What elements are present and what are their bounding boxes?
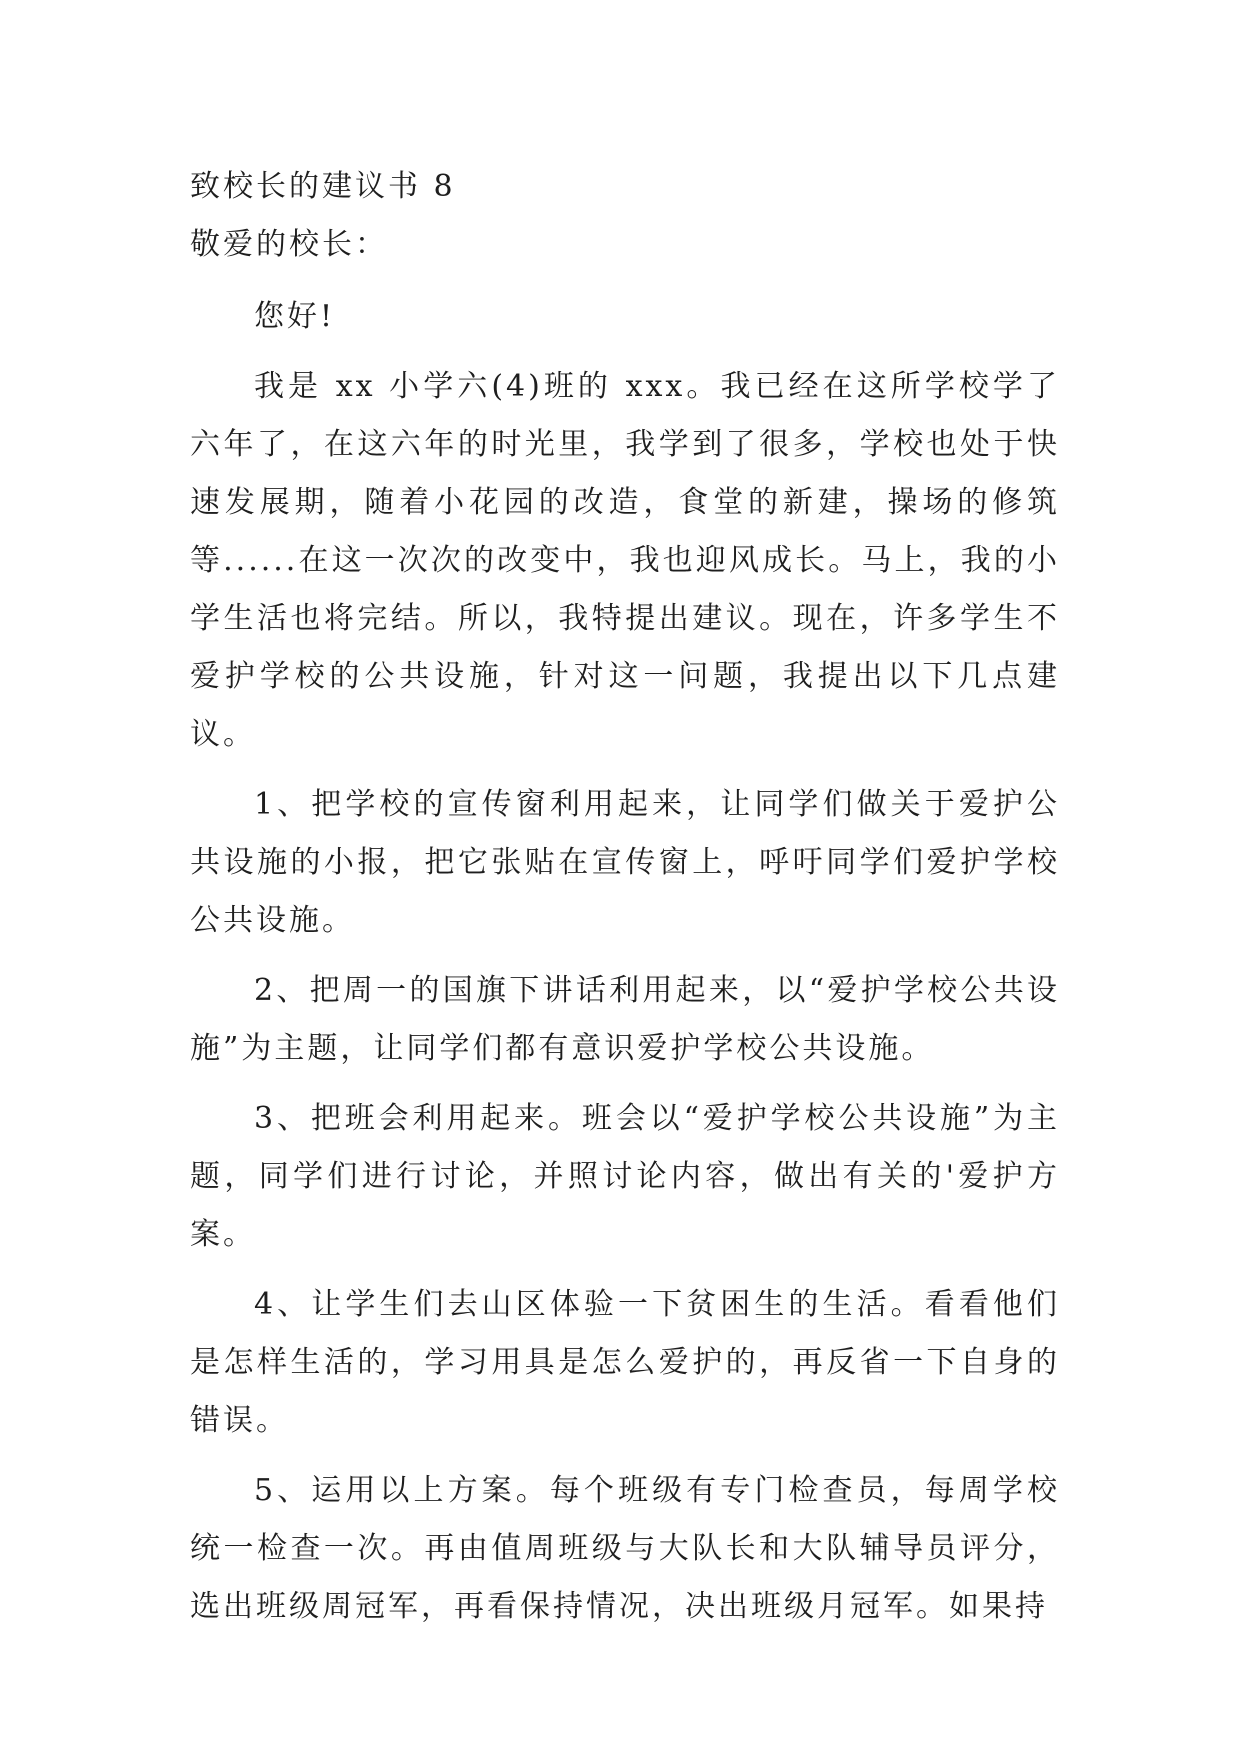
salutation: 敬爱的校长： [190, 227, 388, 262]
paragraph-suggestion-1: 1、把学校的宣传窗利用起来，让同学们做关于爱护公共设施的小报，把它张贴在宣传窗上，呼吁同学们爱护学校公共设施。 [190, 787, 1060, 938]
letter-body [190, 158, 1060, 1636]
paragraph-suggestion-2: 2、把周一的国旗下讲话利用起来，以“爱护学校公共设施”为主题，让同学们都有意识爱护学校公共设施。 [190, 973, 1060, 1066]
paragraph-suggestion-5: 5、运用以上方案。每个班级有专门检查员，每周学校统一检查一次。再由值周班级与大队长和大队辅导员评分，选出班级周冠军，再看保持情况，决出班级月冠军。如果持 [190, 1473, 1060, 1624]
greeting: 您好! [254, 299, 336, 334]
paragraph-intro: 我是 xx 小学六(4)班的 xxx。我已经在这所学校学了六年了，在这六年的时光里，我学到了很多，学校也处于快速发展期，随着小花园的改造，食堂的新建，操场的修筑等......在这一次次的改变中，我也迎风成长。马上，我的小学生活也将完结。所以，我特提出建议。现在，许多学生不爱护学校的公共设施，针对这一问题，我提出以下几点建议。 [190, 369, 1060, 752]
paragraph-suggestion-4: 4、让学生们去山区体验一下贫困生的生活。看看他们是怎样生活的，学习用具是怎么爱护的，再反省一下自身的错误。 [190, 1287, 1060, 1438]
document-title: 致校长的建议书 8 [190, 169, 456, 204]
paragraph-suggestion-3: 3、把班会利用起来。班会以“爱护学校公共设施”为主题，同学们进行讨论，并照讨论内容，做出有关的'爱护方案。 [190, 1101, 1060, 1252]
